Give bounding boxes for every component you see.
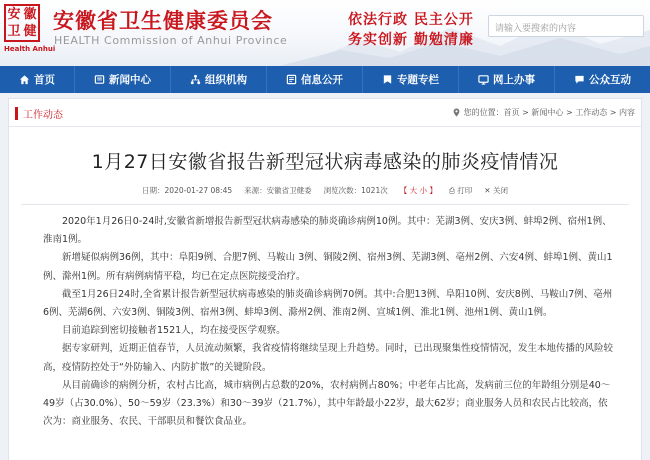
article-paragraph: 目前追踪到密切接触者1521人，均在接受医学观察。 [62, 325, 286, 337]
logo-char: 徽 [23, 7, 37, 22]
print-icon: ⎙ [448, 186, 455, 195]
site-english-title: HEALTH Commission of Anhui Province [54, 34, 288, 47]
logo-english-text: Health Anhui [4, 45, 56, 53]
nav-label: 新闻中心 [109, 74, 151, 86]
article-paragraph: 新增疑似病例36例，其中：阜阳9例、合肥7例、马鞍山 3例、铜陵2例、宿州3例、芜湖3例、亳州2例、六安4例、蚌埠1例、黄山1例、滁州1例。所有病例病情平稳，均已在定点医院接受治疗。 [43, 252, 613, 282]
article-title: 1月27日安徽省报告新型冠状病毒感染的肺炎疫情情况 [91, 151, 559, 173]
article-source: 来源：安徽省卫健委 [244, 186, 312, 195]
close-button[interactable] [484, 185, 508, 196]
info-icon [286, 74, 297, 85]
close-icon: ✕ [484, 186, 491, 195]
nav-item-info[interactable] [267, 66, 363, 93]
article-paragraph: 据专家研判，近期正值春节，人员流动频繁，我省疫情将继续呈现上升趋势。同时，已出现聚集性疫情情况，发生本地传播的风险较高，疫情防控处于“外防输入、内防扩散”的关键阶段。 [43, 343, 614, 373]
nav-label: 信息公开 [301, 74, 343, 86]
article-paragraph: 从目前确诊的病例分析，农村占比高，城市病例占总数的20%，农村病例占80%；中老年占比高，发病前三位的年龄组分别是40～49岁（占30.0%）、50～59岁（23.3%）和30～39岁（21.7%），其中年龄最小22岁，最大62岁；商业服务人员和农民占比较高，依次为：商业服务、农民、干部职员和餐饮食品业。 [43, 379, 611, 428]
section-marker [15, 107, 18, 120]
print-label: 打印 [457, 186, 473, 195]
section-title: 工作动态 [23, 110, 63, 121]
slogan-line-1: 依法行政 民主公开 [348, 12, 474, 28]
article-paragraph: 2020年1月26日0-24时,安徽省新增报告新型冠状病毒感染的肺炎确诊病例10例。其中：芜湖3例、安庆3例、蚌埠2例、宿州1例、淮南1例。 [43, 216, 612, 246]
main-nav [0, 66, 650, 93]
site-title[interactable]: 安徽省卫生健康委员会 [53, 9, 273, 33]
topic-icon [382, 74, 393, 85]
service-icon [478, 74, 489, 85]
nav-item-home[interactable] [0, 66, 75, 93]
nav-label: 首页 [34, 74, 55, 86]
nav-item-org[interactable] [171, 66, 267, 93]
nav-item-public-interaction[interactable] [555, 66, 650, 93]
print-button[interactable] [449, 185, 472, 196]
location-pin-icon [452, 108, 461, 117]
chat-icon [574, 74, 585, 85]
search-box [488, 15, 644, 37]
logo-char: 安 [7, 7, 21, 22]
search-input[interactable] [489, 19, 643, 39]
breadcrumb [452, 107, 635, 118]
nav-item-topics[interactable] [363, 66, 459, 93]
breadcrumb-text[interactable]: 您的位置：首页 > 新闻中心 > 工作动态 > 内容 [463, 108, 635, 117]
slogan-line-2: 务实创新 勤勉清廉 [348, 32, 474, 48]
article-date: 日期：2020-01-27 08:45 [142, 186, 233, 195]
nav-item-news[interactable] [75, 66, 171, 93]
content-panel [8, 98, 642, 460]
home-icon [19, 74, 30, 85]
article-meta [9, 185, 641, 196]
section-header [9, 99, 641, 127]
nav-item-online-service[interactable] [459, 66, 555, 93]
nav-label: 网上办事 [493, 74, 535, 86]
nav-label: 专题专栏 [397, 74, 439, 86]
close-label: 关闭 [492, 186, 508, 195]
org-icon [190, 74, 201, 85]
news-icon [94, 74, 105, 85]
title-divider [21, 204, 629, 205]
article-paragraph: 截至1月26日24时,全省累计报告新型冠状病毒感染的肺炎确诊病例70例。其中:合肥13例、阜阳10例、安庆8例、马鞍山7例、亳州6例、芜湖6例、六安3例、铜陵3例、宿州3例、蚌埠3例、滁州2例、淮南2例、宣城1例、淮北1例、池州1例、黄山1例。 [43, 288, 613, 319]
logo-emblem [4, 4, 40, 42]
site-logo[interactable] [4, 4, 56, 53]
nav-label: 组织机构 [205, 74, 247, 86]
site-header [0, 0, 650, 66]
article-views: 浏览次数：1021次 [323, 186, 388, 195]
logo-char: 健 [23, 24, 37, 39]
logo-char: 卫 [7, 24, 21, 39]
font-size-button[interactable]: 【 大 小 】 [399, 186, 437, 195]
article-body [43, 213, 615, 431]
nav-label: 公众互动 [589, 74, 631, 86]
